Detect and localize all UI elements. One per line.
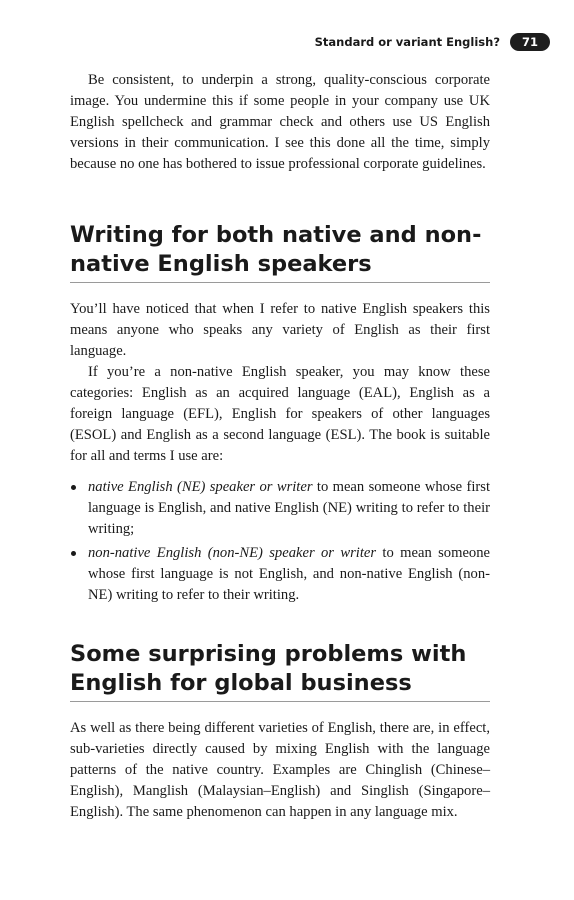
bullet-item [70, 477, 490, 540]
section-global-business-body [70, 718, 490, 823]
bullet-list [70, 477, 490, 606]
paragraph: You’ll have noticed that when I refer to native English speakers this means anyone who speaks any variety of English as their first language. [70, 301, 490, 359]
page-number-badge: 71 [510, 33, 550, 51]
bullet-text: to mean someone whose first language is English, and native English (NE) writing to refer to their writing; [88, 479, 490, 537]
paragraph: If you’re a non-native English speaker, you may know these categories: English as an acquired language (EAL), English as a foreign language (EFL), English for speakers of other languages (ESOL) and English as a second language (ESL). The book is suitable for all and terms I use are: [70, 364, 490, 464]
page-body [70, 70, 490, 823]
section-heading-native-speakers: Writing for both native and non-native English speakers [70, 221, 490, 283]
bullet-term: non-native English (non-NE) speaker or writer [88, 545, 377, 561]
running-title: Standard or variant English? [314, 35, 500, 49]
section-native-speakers-body [70, 299, 490, 606]
bullet-text: to mean someone whose first language is not English, and non-native English (non-NE) writing to refer to their writing. [88, 545, 491, 603]
bullet-term: native English (NE) speaker or writer [88, 479, 313, 495]
paragraph: As well as there being different varieties of English, there are, in effect, sub-varieties directly caused by mixing English with the language patterns of the native country. Examples are Chinglish (Chinese–English), Manglish (Malaysian–English) and Singlish (Singapore–English). The same phenomenon can happen in any language mix. [70, 720, 490, 820]
bullet-dot-icon [71, 485, 76, 490]
section-heading-global-business: Some surprising problems with English for global business [70, 640, 490, 702]
bullet-item [70, 543, 490, 606]
running-header [315, 33, 550, 51]
intro-paragraph: Be consistent, to underpin a strong, quality-conscious corporate image. You undermine this if some people in your company use UK English spellcheck and grammar check and others use US English versions in their communication. I see this done all the time, simply because no one has bothered to issue professional corporate guidelines. [70, 72, 490, 172]
bullet-dot-icon [71, 551, 76, 556]
